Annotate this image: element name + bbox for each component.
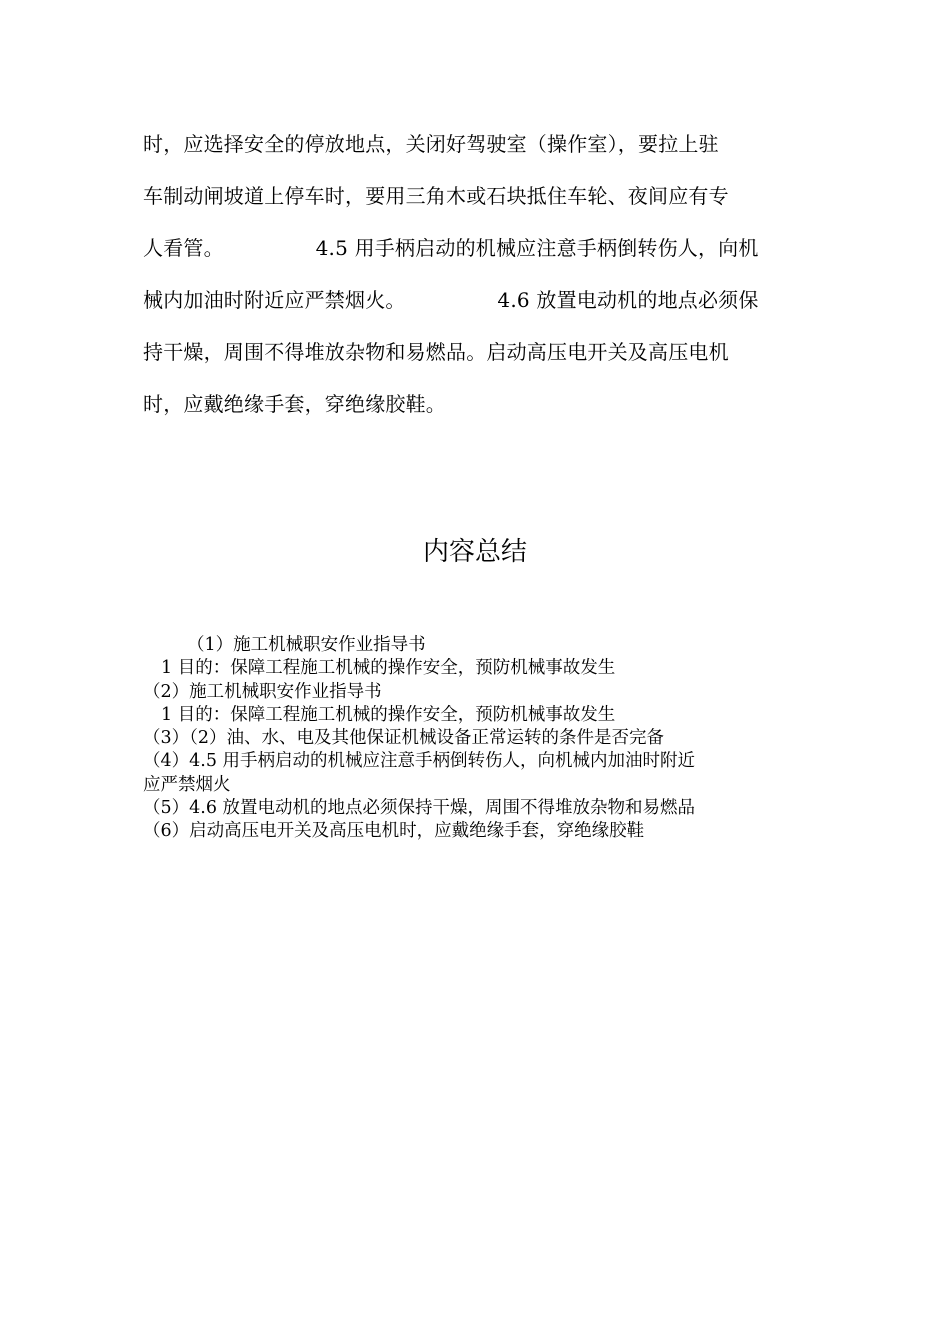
paragraph-line: 时，应戴绝缘手套，穿绝缘胶鞋。 xyxy=(143,392,446,416)
summary-item: （4）4.5 用手柄启动的机械应注意手柄倒转伤人，向机械内加油时附近 xyxy=(143,751,696,772)
summary-item: （3）（2）油、水、电及其他保证机械设备正常运转的条件是否完备 xyxy=(143,728,665,749)
summary-title: 内容总结 xyxy=(422,537,527,567)
summary-item-continuation: 应严禁烟火 xyxy=(143,774,231,795)
paragraph-line: 械内加油时附近应严禁烟火。 4.6 放置电动机的地点必须保 xyxy=(143,288,759,312)
paragraph-line: 时，应选择安全的停放地点，关闭好驾驶室（操作室），要拉上驻 xyxy=(143,132,719,156)
summary-item: 1 目的：保障工程施工机械的操作安全，预防机械事故发生 xyxy=(161,658,616,679)
body-paragraph xyxy=(143,118,808,430)
summary-item: （1）施工机械职安作业指导书 xyxy=(187,635,426,655)
summary-item: （6）启动高压电开关及高压电机时，应戴绝缘手套，穿绝缘胶鞋 xyxy=(143,821,645,842)
summary-item: （5）4.6 放置电动机的地点必须保持干燥，周围不得堆放杂物和易燃品 xyxy=(143,798,696,819)
paragraph-line: 持干燥，周围不得堆放杂物和易燃品。启动高压电开关及高压电机 xyxy=(143,340,729,364)
summary-list xyxy=(143,634,823,844)
paragraph-line: 人看管。 4.5 用手柄启动的机械应注意手柄倒转伤人，向机 xyxy=(143,236,759,260)
paragraph-line: 车制动闸坡道上停车时，要用三角木或石块抵住车轮、夜间应有专 xyxy=(143,184,729,208)
summary-item: 1 目的：保障工程施工机械的操作安全，预防机械事故发生 xyxy=(161,704,616,725)
summary-item: （2）施工机械职安作业指导书 xyxy=(143,681,382,702)
